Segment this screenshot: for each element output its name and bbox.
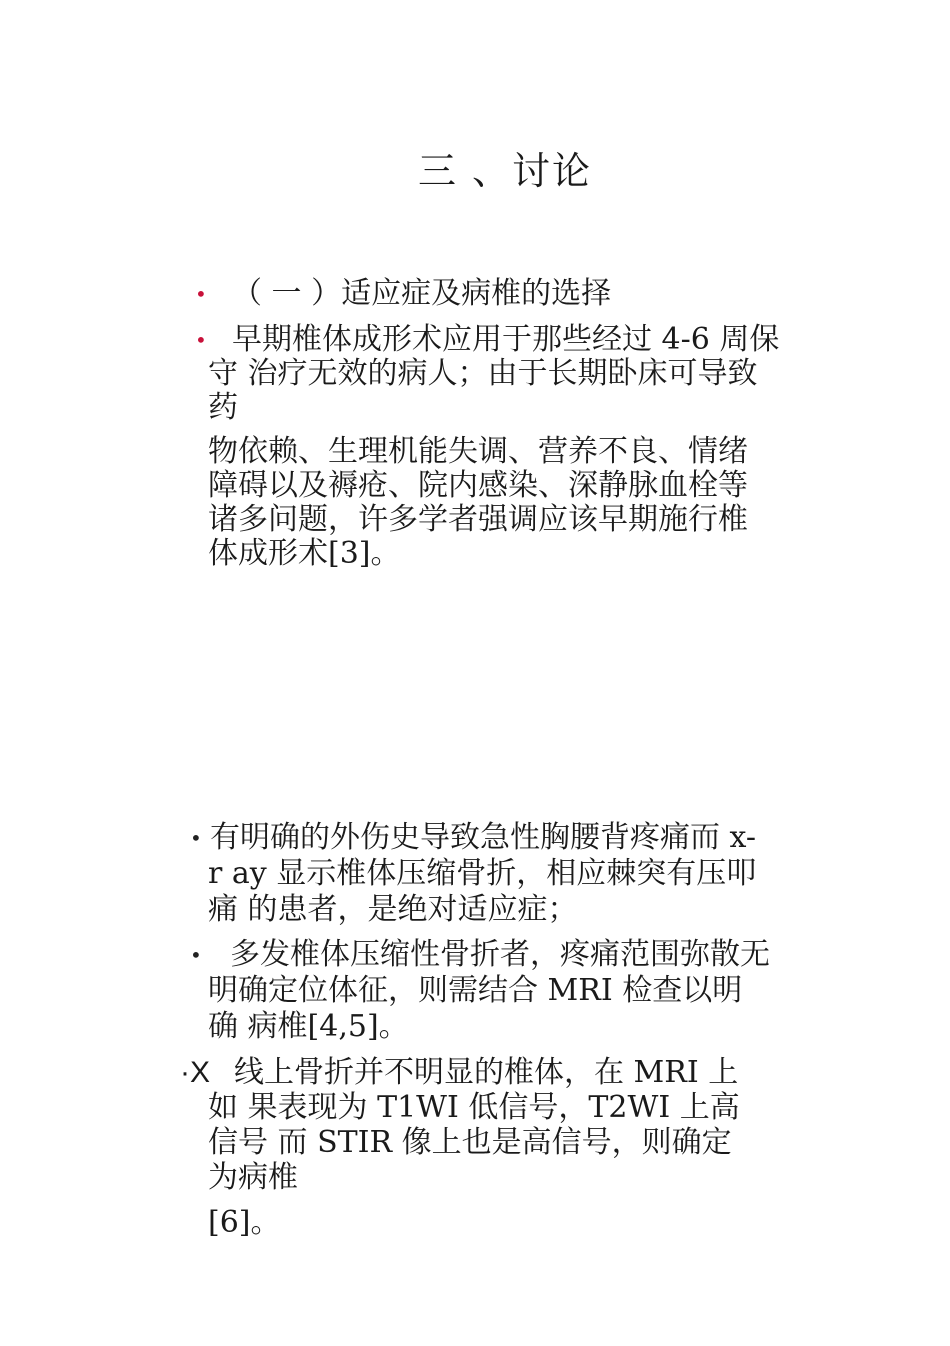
paragraph-line: 药	[208, 390, 238, 425]
paragraph-line: 守 治疗无效的病人；由于长期卧床可导致	[208, 356, 758, 391]
paragraph-line: 明确定位体征，则需结合 MRI 检查以明	[208, 973, 743, 1008]
paragraph-line: 线上骨折并不明显的椎体，在 MRI 上	[234, 1055, 739, 1090]
bullet-marker: •	[190, 826, 202, 850]
paragraph-line: 有明确的外伤史导致急性胸腰背疼痛而 x-	[210, 820, 757, 855]
x-ray-marker: ·X	[180, 1056, 210, 1089]
paragraph-line: 确 病椎[4,5]。	[208, 1009, 409, 1044]
bullet-marker: •	[195, 328, 207, 352]
page-title: 三 、讨论	[417, 149, 593, 193]
bullet-marker: •	[190, 943, 202, 967]
paragraph-line: 信号 而 STIR 像上也是高信号，则确定	[208, 1125, 732, 1160]
paragraph-line: 痛 的患者，是绝对适应症；	[208, 892, 578, 927]
paragraph-line: 障碍以及褥疮、院内感染、深静脉血栓等	[208, 468, 748, 503]
bullet-marker: •	[195, 282, 207, 306]
paragraph-line: 体成形术[3]。	[208, 536, 401, 571]
citation-line: [6]。	[208, 1205, 281, 1240]
section-heading: （ 一 ）适应症及病椎的选择	[232, 276, 612, 311]
paragraph-line: 物依赖、生理机能失调、营养不良、情绪	[208, 434, 748, 469]
paragraph-line: 为病椎	[208, 1160, 298, 1195]
paragraph-line: 如 果表现为 T1WI 低信号，T2WI 上高	[208, 1090, 740, 1125]
paragraph-line: r ay 显示椎体压缩骨折，相应棘突有压叩	[208, 856, 757, 891]
paragraph-line: 早期椎体成形术应用于那些经过 4-6 周保	[232, 322, 780, 357]
paragraph-line: 多发椎体压缩性骨折者，疼痛范围弥散无	[230, 937, 770, 972]
paragraph-line: 诸多问题，许多学者强调应该早期施行椎	[208, 502, 748, 537]
